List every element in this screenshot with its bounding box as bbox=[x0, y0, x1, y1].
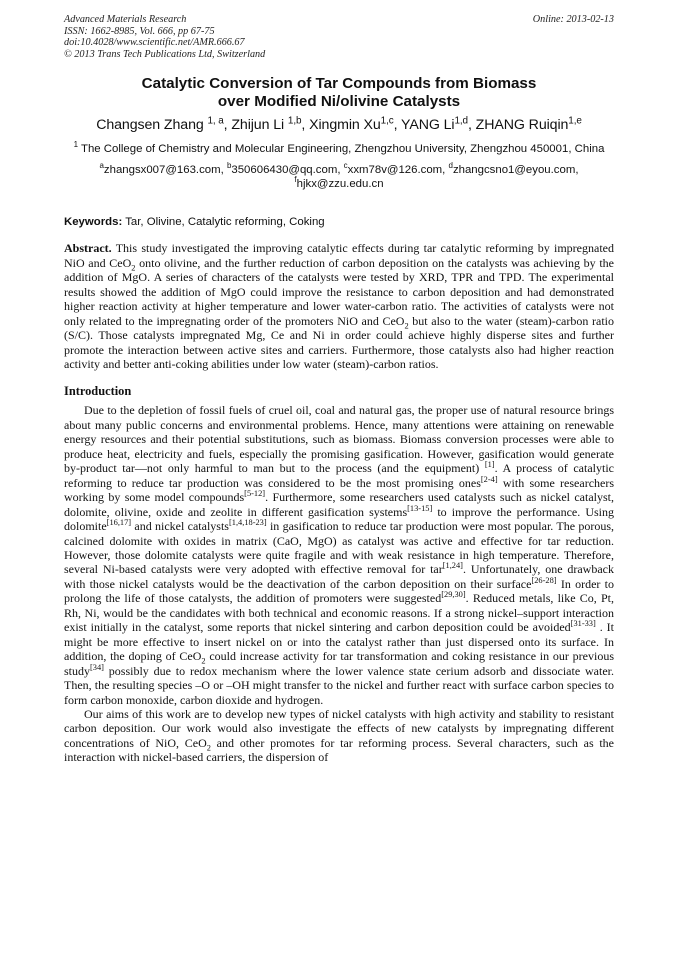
author-affil-marker: 1,b bbox=[287, 115, 302, 127]
body-text: possibly due to redox mechanism where the lower valence state cerium adsorb and dissociate water. Then, the resulting species –O or –OH might transfer to the nickel and further react with surface carbon species to form carbon monoxide, carbon dioxide and hydrogen. bbox=[64, 663, 614, 707]
email-marker: d bbox=[448, 161, 453, 171]
citation: [16,17] bbox=[106, 518, 132, 528]
affiliation bbox=[64, 142, 614, 156]
online-date: Online: 2013-02-13 bbox=[532, 14, 614, 25]
abstract-text: This study investigated the improving catalytic effects during tar catalytic reforming by impregnated NiO and CeO bbox=[64, 241, 614, 270]
intro-paragraph-2 bbox=[64, 707, 614, 765]
body-text: . Reduced metals, like Co, Pt, Rh, Ni, would be the candidates with both technical and economic reasons. If a strong nickel–support interaction exist initially in the catalyst, some reports that nickel sintering and carbon deposition could be avoided bbox=[64, 591, 614, 635]
citation: [26-28] bbox=[531, 575, 557, 585]
body-text: to improve the performance. Using dolomite bbox=[64, 504, 614, 534]
abstract-label: Abstract. bbox=[64, 241, 112, 256]
body-text: and nickel catalysts bbox=[131, 519, 229, 534]
citation: [29,30] bbox=[441, 590, 466, 600]
author-list: Changsen Zhang $^{1, a}$, Zhijun Li $^{1,b}$, Xingmin Xu$^{1,c}$, YANG Li$^{1,d}$, ZHANG Ruiqin$^{1,e}$ bbox=[96, 115, 582, 134]
author-affil-marker: 1,e bbox=[568, 115, 582, 127]
paper-page bbox=[64, 14, 614, 765]
citation: [2-4] bbox=[480, 474, 498, 484]
journal-copyright: © 2013 Trans Tech Publications Ltd, Switzerland bbox=[64, 48, 266, 60]
section-heading-introduction: Introduction bbox=[64, 384, 132, 399]
abstract-text: onto olivine, and the further reduction of carbon deposition on the catalysts was achieving by the addition of MgO. A series of characters of the catalysts were tested by XRD, TPR and TPD. The experimental results showed the addition of MgO could improve the resistance to carbon deposition and had demonstrated higher reaction activity at higher temperature and lower water-carbon ratio. The activities of catalysts were not only related to the impregnating order of the promoters NiO and CeO bbox=[64, 255, 614, 328]
affiliation-marker: 1 bbox=[73, 140, 79, 150]
email-marker: b bbox=[226, 161, 232, 171]
citation: [31-33] bbox=[570, 619, 596, 629]
body-text: with some researchers working by some model compounds bbox=[64, 475, 615, 505]
author-affil-marker: 1,d bbox=[454, 115, 468, 127]
journal-doi: doi:10.4028/www.scientific.net/AMR.666.67 bbox=[64, 37, 245, 49]
paper-title bbox=[64, 75, 614, 111]
citation: [34] bbox=[90, 662, 104, 672]
abstract-text: but also to the water (steam)-carbon ratio (S/C). Those catalysts impregnated Mg, Ce and Ni in order could achieve highly disperse sites and further promote the interaction between active sites and carriers. Furthermore, those catalysts also had higher reaction activity and better anti-coking abilities under low water (steam)-carbon ratios. bbox=[64, 313, 614, 371]
body-text: in gasification to reduce tar production were most popular. The porous, calcined dolomite with oxides in matrix (CaO, MgO) as catalyst was active and effective for tar reduction. However, those dolomite catalysts were quite fragile and with weak resistance in high temperature. Therefore, several Ni-based catalysts were very adopted with effective removal for tar bbox=[64, 519, 614, 577]
body-text: . Unfortunately, one drawback with those nickel catalysts would be the deactivation of the carbon deposition on their surface bbox=[64, 562, 614, 591]
email-list: $^a$zhangsx007@163.com, $^b$350606430@qq.com, $^c$xxm78v@126.com, $^d$zhangcsno1@eyou.com, $^f$hjkx@zzu.edu.cn bbox=[99, 161, 579, 191]
author-name: Changsen Zhang bbox=[96, 117, 204, 134]
journal-issn: ISSN: 1662-8985, Vol. 666, pp 67-75 bbox=[64, 25, 215, 37]
citation: [1,4,18-23] bbox=[228, 518, 267, 528]
citation: [5-12] bbox=[244, 489, 266, 499]
author-name: YANG Li bbox=[401, 117, 455, 134]
journal-name: Advanced Materials Research bbox=[64, 14, 187, 25]
author-name: Xingmin Xu bbox=[309, 117, 381, 134]
title-line-1: Catalytic Conversion of Tar Compounds from Biomass bbox=[141, 75, 537, 93]
citation: [1,24] bbox=[442, 561, 463, 571]
abstract bbox=[64, 241, 614, 371]
title-line-2: over Modified Ni/olivine Catalysts bbox=[217, 93, 461, 111]
author-affil-marker: 1, a bbox=[207, 115, 224, 127]
body-text: Our aims of this work are to develop new types of nickel catalysts with high activity and stability to resistant carbon deposition. Our work would also investigate the effects of new catalysts by impregnating different concentrations of NiO, CeO bbox=[64, 706, 614, 750]
author-name: ZHANG Ruiqin bbox=[475, 117, 569, 134]
author-email[interactable]: 350606430@qq.com bbox=[231, 164, 338, 177]
author-email[interactable]: xxm78v@126.com bbox=[347, 164, 443, 177]
subscript: 2 bbox=[131, 263, 136, 273]
author-email[interactable]: hjkx@zzu.edu.cn bbox=[296, 178, 384, 191]
citation: [13-15] bbox=[407, 503, 433, 513]
intro-paragraph-1 bbox=[64, 403, 614, 707]
keywords-label: Keywords: bbox=[64, 216, 123, 229]
body-text: In order to prolong the life of those catalysts, the addition of promoters were suggested bbox=[64, 576, 614, 606]
subscript: 2 bbox=[206, 743, 211, 753]
author-name: Zhijun Li bbox=[231, 117, 285, 134]
body-text: could increase activity for tar transformation and coking resistance in our previous study bbox=[64, 649, 614, 678]
body-text: . A process of catalytic reforming to reduce tar production was considered to be the most promising ones bbox=[64, 461, 614, 490]
body-text: . Furthermore, some researchers used catalysts such as nickel catalyst, dolomite, olivine, oxide and zeolite in different gasification systems bbox=[64, 490, 614, 519]
body-text: Due to the depletion of fossil fuels of cruel oil, coal and natural gas, the proper use of natural resource brings about many public concerns and environmental problems. Hence, many attentions were attaining on renewable energy resources and their potential substitutions, such as biomass. Biomass conversion processes were able to produce heat, electricity and fuels, especially the promising gasification. However, gasification would generate by-product tar—not only harmful to man but to the process (and the equipment) bbox=[64, 403, 614, 476]
citation: [1] bbox=[484, 460, 495, 470]
subscript: 2 bbox=[201, 656, 206, 666]
affiliation-text: The College of Chemistry and Molecular Engineering, Zhengzhou University, Zhengzhou 450001, China bbox=[80, 143, 605, 156]
keywords bbox=[64, 215, 614, 229]
journal-header bbox=[64, 14, 614, 60]
body-text: . It might be more effective to insert nickel on or into the catalyst rather than just dispersed onto its surface. In addition, the doping of CeO bbox=[64, 620, 614, 664]
author-affil-marker: 1,c bbox=[380, 115, 394, 127]
author-email[interactable]: zhangcsno1@eyou.com bbox=[452, 164, 576, 177]
email-marker: c bbox=[343, 161, 348, 171]
body-text: and other promotes for tar reforming process. Several characters, such as the interaction with nickel-based carriers, the dispersion of bbox=[64, 735, 614, 765]
author-email[interactable]: zhangsx007@163.com bbox=[103, 164, 221, 177]
email-marker: f bbox=[294, 175, 297, 185]
email-marker: a bbox=[99, 161, 104, 171]
keywords-text: Tar, Olivine, Catalytic reforming, Coking bbox=[125, 216, 325, 229]
subscript: 2 bbox=[404, 321, 409, 331]
